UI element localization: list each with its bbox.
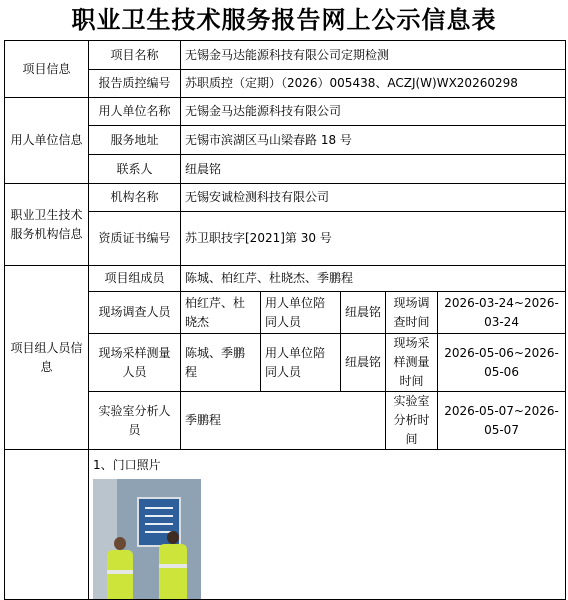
sampling-staff-label: 现场采样测量人员 xyxy=(89,334,181,392)
team-info-section: 项目组人员信息 xyxy=(5,266,89,450)
address-label: 服务地址 xyxy=(89,126,181,155)
entrance-photo xyxy=(93,479,201,599)
survey-staff-label: 现场调查人员 xyxy=(89,292,181,334)
photo-section-blank xyxy=(5,450,89,600)
person-figure xyxy=(159,531,187,599)
lab-time-label: 实验室分析时间 xyxy=(386,392,438,450)
survey-escort-value: 纽晨铭 xyxy=(341,292,386,334)
survey-time-label: 现场调查时间 xyxy=(386,292,438,334)
employer-name-value: 无锡金马达能源科技有限公司 xyxy=(181,98,566,126)
contact-value: 纽晨铭 xyxy=(181,155,566,184)
sampling-staff-value: 陈城、季鹏程 xyxy=(181,334,261,392)
project-name-label: 项目名称 xyxy=(89,41,181,70)
members-label: 项目组成员 xyxy=(89,266,181,292)
lab-time-value: 2026-05-07~2026-05-07 xyxy=(438,392,566,450)
employer-info-section: 用人单位信息 xyxy=(5,98,89,184)
survey-time-value: 2026-03-24~2026-03-24 xyxy=(438,292,566,334)
sampling-escort-value: 纽晨铭 xyxy=(341,334,386,392)
project-name-value: 无锡金马达能源科技有限公司定期检测 xyxy=(181,41,566,70)
person-figure xyxy=(107,537,133,599)
lab-staff-label: 实验室分析人员 xyxy=(89,392,181,450)
address-value: 无锡市滨湖区马山梁春路 18 号 xyxy=(181,126,566,155)
page-title: 职业卫生技术服务报告网上公示信息表 xyxy=(71,6,497,34)
lab-staff-value: 季鹏程 xyxy=(181,392,386,450)
employer-name-label: 用人单位名称 xyxy=(89,98,181,126)
sampling-time-label: 现场采样测量时间 xyxy=(386,334,438,392)
survey-staff-value: 柏红芹、杜晓杰 xyxy=(181,292,261,334)
sampling-escort-label: 用人单位陪同人员 xyxy=(261,334,341,392)
report-no-label: 报告质控编号 xyxy=(89,70,181,98)
project-info-section: 项目信息 xyxy=(5,41,89,98)
agency-info-section: 职业卫生技术服务机构信息 xyxy=(5,184,89,266)
info-table xyxy=(4,40,566,600)
sampling-time-value: 2026-05-06~2026-05-06 xyxy=(438,334,566,392)
photo1-label: 1、门口照片 xyxy=(93,458,161,472)
agency-name-label: 机构名称 xyxy=(89,184,181,212)
survey-escort-label: 用人单位陪同人员 xyxy=(261,292,341,334)
agency-name-value: 无锡安诚检测科技有限公司 xyxy=(181,184,566,212)
report-no-value: 苏职质控（定期）（2026）005438、ACZJ(W)WX20260298 xyxy=(181,70,566,98)
cert-no-label: 资质证书编号 xyxy=(89,212,181,266)
contact-label: 联系人 xyxy=(89,155,181,184)
cert-no-value: 苏卫职技字[2021]第 30 号 xyxy=(181,212,566,266)
members-value: 陈城、柏红芹、杜晓杰、季鹏程 xyxy=(181,266,566,292)
photo-cell xyxy=(89,450,566,600)
